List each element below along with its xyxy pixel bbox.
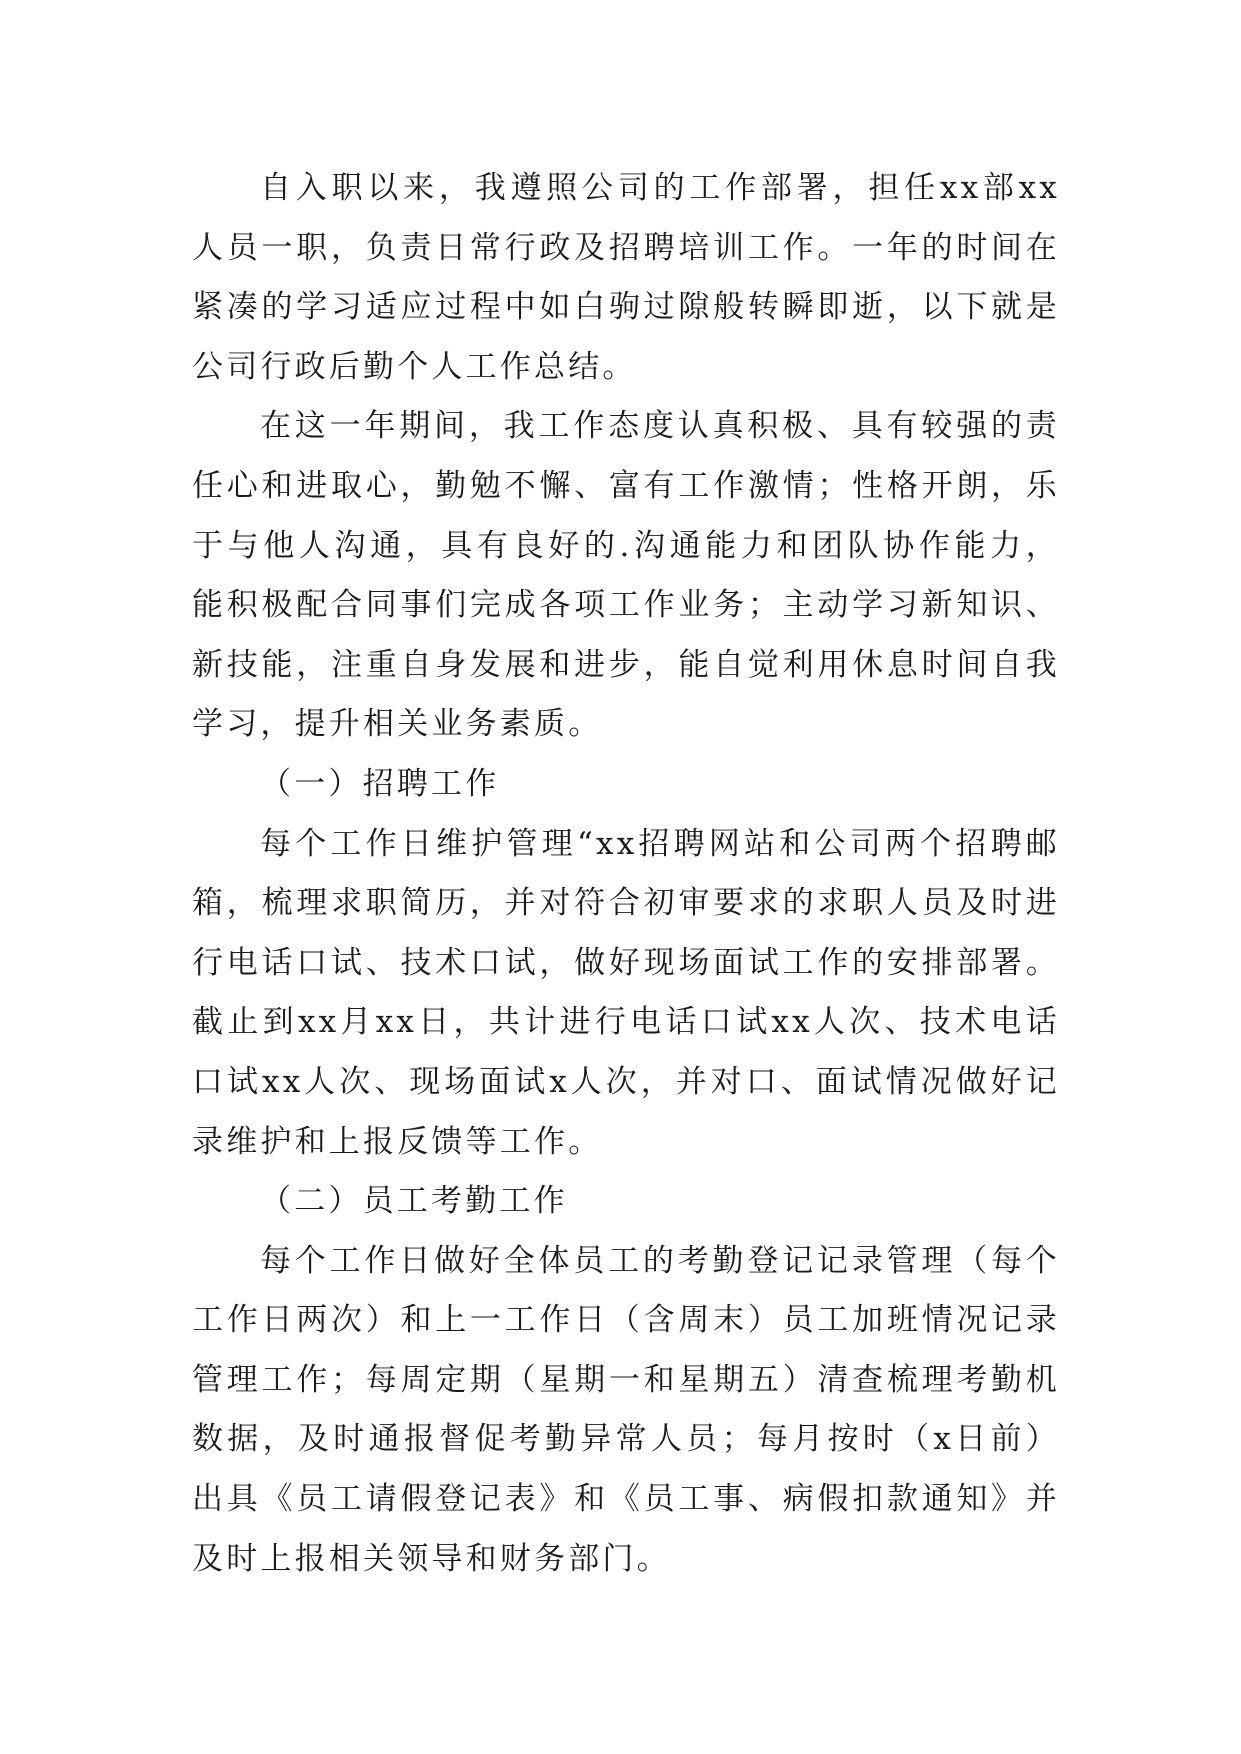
- section-heading-attendance: （二）员工考勤工作: [260, 1183, 568, 1220]
- paragraph-intro: 自入职以来，我遵照公司的工作部署，担任xx部xx人员一职，负责日常行政及招聘培训工作。一年的时间在紧凑的学习适应过程中如白驹过隙般转瞬即逝，以下就是公司行政后勤个人工作总结。: [192, 170, 1060, 385]
- document-body: [192, 159, 1060, 1589]
- paragraph-attitude: 在这一年期间，我工作态度认真积极、具有较强的责任心和进取心，勤勉不懈、富有工作激情；性格开朗，乐于与他人沟通，具有良好的.沟通能力和团队协作能力，能积极配合同事们完成各项工作业务；主动学习新知识、新技能，注重自身发展和进步，能自觉利用休息时间自我学习，提升相关业务素质。: [192, 408, 1060, 743]
- section-heading-recruitment: （一）招聘工作: [260, 765, 500, 802]
- paragraph-recruitment: 每个工作日维护管理“xx招聘网站和公司两个招聘邮箱，梳理求职简历，并对符合初审要求的求职人员及时进行电话口试、技术口试，做好现场面试工作的安排部署。截止到xx月xx日，共计进行电话口试xx人次、技术电话口试xx人次、现场面试x人次，并对口、面试情况做好记录维护和上报反馈等工作。: [192, 825, 1060, 1160]
- paragraph-attendance: 每个工作日做好全体员工的考勤登记记录管理（每个工作日两次）和上一工作日（含周末）员工加班情况记录管理工作；每周定期（星期一和星期五）清查梳理考勤机数据，及时通报督促考勤异常人员；每月按时（x日前）出具《员工请假登记表》和《员工事、病假扣款通知》并及时上报相关领导和财务部门。: [192, 1242, 1060, 1577]
